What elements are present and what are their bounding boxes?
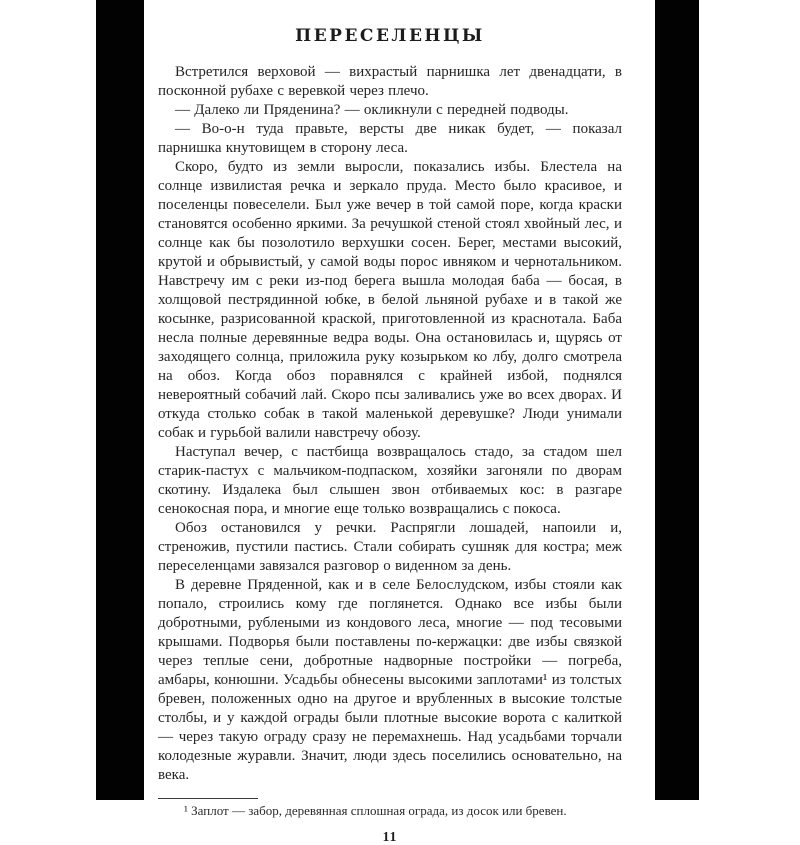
footnote-text: ¹ Заплот — забор, деревянная сплошная ограда, из досок или бревен.	[184, 803, 567, 818]
scan-edge-shadow-right	[655, 0, 699, 800]
paragraph: Обоз остановился у речки. Распрягли лошадей, напоили и, стреножив, пустили пастись. Стали собирать сушняк для костра; меж переселенцами завязался разговор о виденном за день.	[158, 520, 622, 574]
paragraph-dialogue: — Во-о-н туда правьте, версты две никак будет, — показал парнишка кнутовищем в сторону леса.	[158, 121, 622, 156]
paragraph: В деревне Пряденной, как и в селе Белослудском, избы стояли как попало, строились кому где поглянется. Однако все избы были добротными, рублеными из кондового леса, многие — под тесовыми крышами. Подворья были поставлены по-кержацки: две избы связкой через теплые сени, добротные надворные постройки — погреба, амбары, конюшни. Усадьбы обнесены высокими заплотами¹ из толстых бревен, положенных одно на другое и врубленных в высокие толстые столбы, и у каждой ограды были плотные высокие ворота с калиткой — через такую ограду сразу не перемахнешь. Над усадьбами торчали колодезные журавли. Значит, люди здесь поселились основательно, на века.	[158, 577, 622, 783]
chapter-title: ПЕРЕСЕЛЕНЦЫ	[295, 26, 485, 46]
page-number: 11	[382, 829, 398, 844]
paragraph-dialogue: — Далеко ли Пряденина? — окликнули с передней подводы.	[175, 102, 569, 118]
paragraph: Встретился верховой — вихрастый парнишка лет двенадцати, в посконной рубахе с веревкой через плечо.	[158, 64, 622, 99]
paragraph: Скоро, будто из земли выросли, показались избы. Блестела на солнце извилистая речка и зеркало пруда. Место было красивое, и поселенцы повеселели. Был уже вечер в той самой поре, когда краски становятся особенно яркими. За речушкой стеной стоял хвойный лес, и солнце как бы позолотило верхушки сосен. Берег, местами высокий, крутой и обрывистый, у самой воды порос ивняком и чернотальником. Навстречу им с реки из-под берега вышла молодая баба — босая, в холщовой пестрядинной юбке, в белой льняной рубахе и в такой же косынке, разрисованной краской, приготовленной из краснотала. Баба несла полные деревянные ведра воды. Она остановилась и, щурясь от заходящего солнца, приложила руку козырьком ко лбу, долго смотрела на обоз. Когда обоз поравнялся с крайней избой, поднялся невероятный собачий лай. Скоро псы заливались уже во всех дворах. И откуда столько собак в такой маленькой деревушке? Люди унимали собак и гурьбой валили навстречу обозу.	[158, 159, 622, 441]
paragraph: Наступал вечер, с пастбища возвращалось стадо, за стадом шел старик-пастух с мальчиком-подпаском, хозяйки загоняли по дворам скотину. Издалека был слышен звон отбиваемых кос: в разгаре сенокосная пора, и многие еще только возвращались с покоса.	[158, 444, 622, 517]
footnote-divider	[158, 798, 258, 799]
scan-edge-shadow-left	[96, 0, 144, 800]
text-block	[158, 26, 622, 845]
